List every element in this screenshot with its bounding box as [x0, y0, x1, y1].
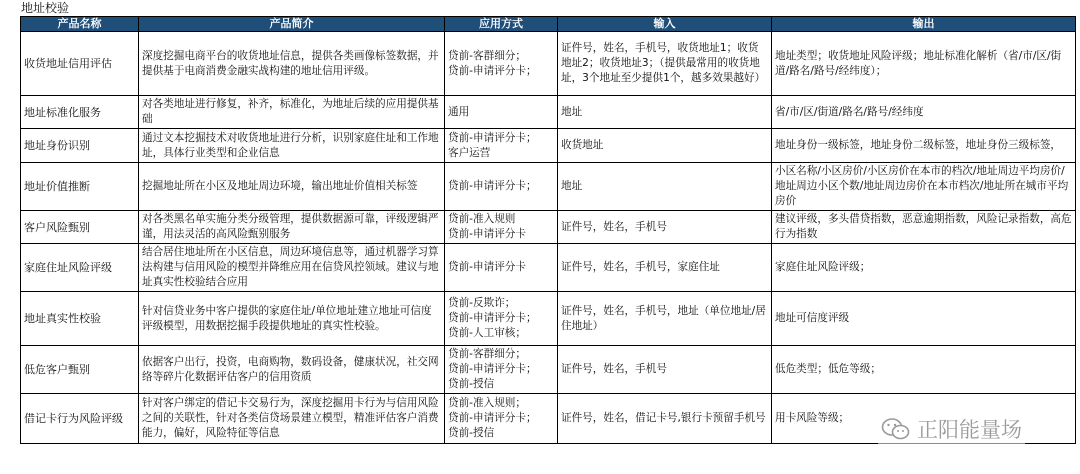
table-row — [21, 96, 1076, 129]
cell-usage: 贷前-客群细分； 贷前-申请评分卡； — [445, 32, 558, 96]
cell-product-intro: 针对客户绑定的借记卡交易行为，深度挖掘用卡行为与信用风险之间的关联性，针对各类信贷场景建立模型，精准评估客户消费能力，偏好，风险特征等信息 — [139, 394, 445, 444]
cell-input: 证件号，姓名，手机号 — [558, 211, 772, 244]
cell-product-name: 地址真实性校验 — [21, 292, 139, 346]
cell-product-name: 低危客户甄别 — [21, 346, 139, 394]
cell-usage: 贷前-准入规则； 贷前-申请评分卡； 贷前-授信 — [445, 394, 558, 444]
cell-product-name: 地址价值推断 — [21, 163, 139, 211]
table-row — [21, 32, 1076, 96]
cell-output: 地址身份一级标签，地址身份二级标签，地址身份三级标签， — [772, 129, 1076, 163]
cell-input: 地址 — [558, 96, 772, 129]
cell-product-name: 地址身份识别 — [21, 129, 139, 163]
watermark-text: 正阳能量场 — [917, 418, 1022, 442]
cell-product-name: 客户风险甄别 — [21, 211, 139, 244]
cell-usage: 贷前-申请评分卡； 客户运营 — [445, 129, 558, 163]
table-row — [21, 244, 1076, 292]
header-product-intro: 产品简介 — [139, 17, 445, 32]
table-row — [21, 346, 1076, 394]
cell-input: 证件号，姓名，手机号，家庭住址 — [558, 244, 772, 292]
cell-product-intro: 挖掘地址所在小区及地址周边环境，输出地址价值相关标签 — [139, 163, 445, 211]
cell-output: 用卡风险等级； — [772, 394, 1076, 444]
wechat-icon — [881, 417, 911, 441]
cell-output: 家庭住址风险评级； — [772, 244, 1076, 292]
table-row — [21, 211, 1076, 244]
watermark — [878, 414, 1025, 444]
cell-product-intro: 依据客户出行，投资，电商购物，数码设备，健康状况，社交网络等碎片化数据评估客户的信用资质 — [139, 346, 445, 394]
cell-product-intro: 结合居住地址所在小区信息，周边环境信息等，通过机器学习算法构建与信用风险的模型并降维应用在信贷风控领域。建议与地址真实性校验结合应用 — [139, 244, 445, 292]
table-row — [21, 292, 1076, 346]
cell-product-intro: 深度挖掘电商平台的收货地址信息，提供各类画像标签数据，并提供基于电商消费金融实战构建的地址信用评级。 — [139, 32, 445, 96]
cell-output: 低危类型；低危等级； — [772, 346, 1076, 394]
cell-input: 收货地址 — [558, 129, 772, 163]
header-usage: 应用方式 — [445, 17, 558, 32]
cell-output: 地址可信度评级 — [772, 292, 1076, 346]
cell-product-name: 收货地址信用评估 — [21, 32, 139, 96]
cell-product-intro: 针对信贷业务中客户提供的家庭住址/单位地址建立地址可信度评级模型，用数据挖掘手段提供地址的真实性校验。 — [139, 292, 445, 346]
cell-output: 小区名称/小区房价/小区房价在本市的档次/地址周边平均房价/地址周边小区个数/地址周边房价在本市档次/地址所在城市平均房价 — [772, 163, 1076, 211]
table-caption: 地址校验 — [21, 1, 70, 15]
cell-output: 建议评级，多头借贷指数，恶意逾期指数，风险记录指数，高危行为指数 — [772, 211, 1076, 244]
cell-output: 省/市/区/街道/路名/路号/经纬度 — [772, 96, 1076, 129]
cell-input: 证件号，姓名，手机号，收货地址1；收货地址2；收货地址3；（提供最常用的收货地址，3个地址至少提供1个，越多效果越好） — [558, 32, 772, 96]
cell-product-intro: 对各类黑名单实施分类分级管理，提供数据源可靠，评级逻辑严谨，用法灵活的高风险甄别服务 — [139, 211, 445, 244]
cell-product-name: 借记卡行为风险评级 — [21, 394, 139, 444]
cell-product-name: 家庭住址风险评级 — [21, 244, 139, 292]
cell-input: 证件号，姓名，借记卡号,银行卡预留手机号 — [558, 394, 772, 444]
cell-input: 证件号，姓名，手机号 — [558, 346, 772, 394]
header-product-name: 产品名称 — [21, 17, 139, 32]
cell-usage: 贷前-申请评分卡； — [445, 163, 558, 211]
address-verification-table — [20, 16, 1076, 444]
cell-usage: 贷前-客群细分； 贷前-申请评分卡； 贷前-授信 — [445, 346, 558, 394]
table-row — [21, 129, 1076, 163]
cell-product-intro: 通过文本挖掘技术对收货地址进行分析，识别家庭住址和工作地址，具体行业类型和企业信息 — [139, 129, 445, 163]
cell-usage: 贷前-反欺诈； 贷前-申请评分卡； 贷前-人工审核； — [445, 292, 558, 346]
header-input: 输入 — [558, 17, 772, 32]
cell-input: 地址 — [558, 163, 772, 211]
cell-product-intro: 对各类地址进行修复，补齐，标准化，为地址后续的应用提供基础 — [139, 96, 445, 129]
cell-usage: 贷前-申请评分卡 — [445, 244, 558, 292]
cell-usage: 通用 — [445, 96, 558, 129]
header-row — [21, 17, 1076, 32]
header-output: 输出 — [772, 17, 1076, 32]
cell-output: 地址类型；收货地址风险评级；地址标准化解析（省/市/区/街道/路名/路号/经纬度）； — [772, 32, 1076, 96]
cell-product-name: 地址标准化服务 — [21, 96, 139, 129]
table-row — [21, 163, 1076, 211]
cell-input: 证件号，姓名，手机号，地址（单位地址/居住地址） — [558, 292, 772, 346]
cell-usage: 贷前-准入规则 贷前-申请评分卡 — [445, 211, 558, 244]
